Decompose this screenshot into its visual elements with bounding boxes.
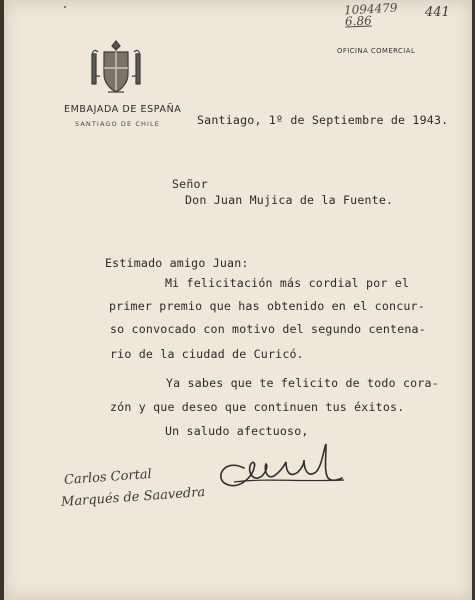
signer-name: Carlos Cortal [63,466,153,489]
closing-line: Un saludo afectuoso, [165,424,309,438]
folio-number: 441 [425,5,450,20]
body-line: Ya sabes que te felicito de todo cora- [166,376,439,390]
recipient-name: Don Juan Mujica de la Fuente. [185,193,394,207]
embassy-city: SANTIAGO DE CHILE [75,120,160,128]
greeting: Estimado amigo Juan: [105,256,249,270]
body-line: so convocado con motivo del segundo centena- [110,322,426,336]
page-reference: 6.86 [344,13,372,29]
body-line: primer premio que has obtenido en el concur- [109,299,425,313]
paper-mark [64,6,66,8]
letter-date: Santiago, 1º de Septiembre de 1943. [197,113,449,127]
body-line: rio de la ciudad de Curicó. [110,347,304,361]
letter-page [4,0,472,600]
body-line: zón y que deseo que continuen tus éxitos. [110,400,405,414]
body-line: Mi felicitación más cordial por el [165,276,410,290]
recipient-title: Señor [172,177,208,191]
coat-of-arms-icon [88,38,144,98]
signer-title: Marqués de Saavedra [60,484,206,511]
office-name: OFICINA COMERCIAL [337,47,416,55]
archive-reference: 1094479 [343,0,398,18]
embassy-name: EMBAJADA DE ESPAÑA [64,104,182,115]
handwritten-signature [204,438,354,500]
